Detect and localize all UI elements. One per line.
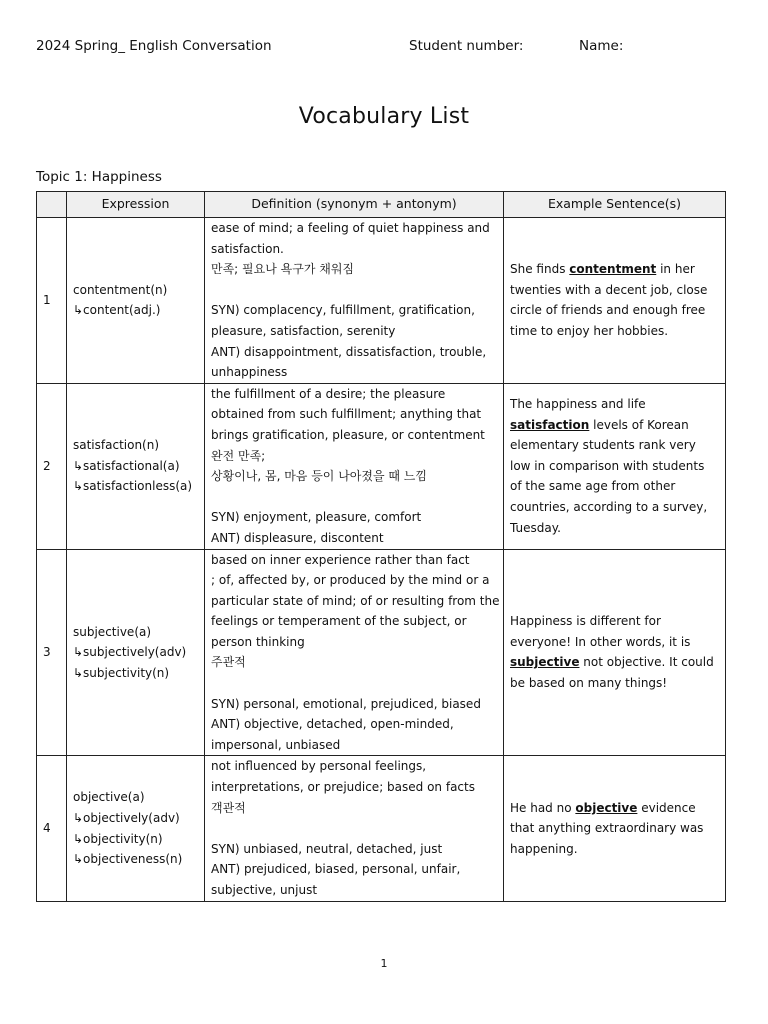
definition-line: the fulfillment of a desire; the pleasure (211, 386, 446, 401)
expression-word: satisfaction(n) (73, 438, 160, 453)
definition-line: pleasure, satisfaction, serenity (211, 323, 396, 338)
definition-line: 주관적 (211, 655, 246, 670)
definition-line: ANT) displeasure, discontent (211, 530, 384, 545)
row-number: 1 (37, 218, 67, 384)
example-cell (504, 383, 726, 549)
definition-line: 객관적 (211, 800, 246, 815)
example-text-before: The happiness and life (510, 397, 646, 412)
definition-line: SYN) enjoyment, pleasure, comfort (211, 510, 422, 525)
example-cell (504, 218, 726, 384)
expression-word: ↳satisfactionless(a) (73, 479, 193, 494)
definition-spacer (211, 487, 497, 508)
expression-cell (67, 756, 205, 901)
table-body (37, 218, 726, 902)
course-title: 2024 Spring_ English Conversation (36, 38, 272, 54)
definition-line: satisfaction. (211, 241, 284, 256)
row-number: 2 (37, 383, 67, 549)
page-number: 1 (380, 957, 388, 970)
definition-line: ANT) disappointment, dissatisfaction, trouble, (211, 344, 487, 359)
definition-line: interpretations, or prejudice; based on facts (211, 780, 475, 795)
definition-line: 완전 만족; (211, 448, 266, 463)
table-row (37, 549, 726, 756)
expression-word: ↳subjectively(adv) (73, 645, 187, 660)
table-row (37, 383, 726, 549)
expression-cell (67, 383, 205, 549)
definition-cell (205, 549, 504, 756)
definition-cell (205, 756, 504, 901)
definition-line: particular state of mind; of or resulting from the (211, 593, 500, 608)
table-row (37, 218, 726, 384)
definition-line: subjective, unjust (211, 883, 318, 897)
column-header-definition: Definition (synonym + antonym) (205, 192, 504, 218)
expression-word: objective(a) (73, 790, 145, 805)
example-keyword: subjective (510, 655, 580, 670)
definition-line: based on inner experience rather than fact (211, 552, 470, 567)
column-header-number (37, 192, 67, 218)
example-text-after: levels of Korean elementary students rank very low in comparison with students of the same age from other countries, according to a survey, Tuesday. (510, 417, 708, 535)
definition-line: unhappiness (211, 365, 288, 380)
definition-line: person thinking (211, 634, 305, 649)
example-text-after: not objective. It could be based on many things! (510, 655, 714, 691)
row-number: 4 (37, 756, 67, 901)
definition-line: ANT) objective, detached, open-minded, (211, 717, 454, 732)
column-header-example: Example Sentence(s) (504, 192, 726, 218)
expression-word: ↳objectively(adv) (73, 810, 180, 825)
example-keyword: contentment (569, 262, 657, 277)
definition-spacer (211, 818, 497, 839)
definition-line: 상황이나, 몸, 마음 등이 나아졌을 때 느낌 (211, 469, 427, 484)
definition-line: SYN) unbiased, neutral, detached, just (211, 841, 443, 856)
example-keyword: satisfaction (510, 417, 590, 432)
definition-line: ANT) prejudiced, biased, personal, unfair, (211, 862, 461, 877)
page-header (36, 38, 732, 56)
expression-word: ↳subjectivity(n) (73, 665, 170, 680)
example-keyword: objective (575, 800, 638, 815)
example-cell (504, 756, 726, 901)
example-text-after: evidence that anything extraordinary was happening. (510, 800, 704, 856)
expression-cell (67, 218, 205, 384)
definition-line: brings gratification, pleasure, or contentment (211, 427, 485, 442)
definition-spacer (211, 280, 497, 301)
definition-line: feelings or temperament of the subject, or (211, 614, 467, 629)
expression-word: ↳satisfactional(a) (73, 458, 180, 473)
definition-line: SYN) complacency, fulfillment, gratification, (211, 303, 475, 318)
definition-line: 만족; 필요나 욕구가 채워짐 (211, 262, 354, 277)
example-cell (504, 549, 726, 756)
definition-line: impersonal, unbiased (211, 737, 341, 752)
example-text-before: Happiness is different for everyone! In other words, it is (510, 614, 691, 649)
column-header-expression: Expression (67, 192, 205, 218)
definition-line: SYN) personal, emotional, prejudiced, biased (211, 696, 481, 711)
expression-word: ↳content(adj.) (73, 303, 161, 318)
example-text-before: He had no (510, 800, 576, 815)
example-text-before: She finds (510, 262, 570, 277)
definition-cell (205, 383, 504, 549)
definition-line: ; of, affected by, or produced by the mind or a (211, 573, 490, 588)
expression-word: ↳objectiveness(n) (73, 852, 183, 867)
table-row (37, 756, 726, 901)
topic-heading: Topic 1: Happiness (36, 169, 162, 185)
expression-cell (67, 549, 205, 756)
name-label: Name: (579, 38, 624, 54)
table-header-row (37, 192, 726, 218)
vocabulary-table (36, 191, 726, 902)
definition-cell (205, 218, 504, 384)
student-number-label: Student number: (409, 38, 524, 54)
expression-word: ↳objectivity(n) (73, 831, 163, 846)
definition-line: ease of mind; a feeling of quiet happiness and (211, 221, 490, 235)
definition-spacer (211, 673, 497, 694)
expression-word: subjective(a) (73, 624, 152, 639)
definition-line: obtained from such fulfillment; anything that (211, 407, 482, 422)
definition-line: not influenced by personal feelings, (211, 759, 427, 774)
example-text-after: in her twenties with a decent job, close circle of friends and enough free time to enjoy her hobbies. (510, 262, 708, 338)
row-number: 3 (37, 549, 67, 756)
document-title: Vocabulary List (298, 104, 470, 129)
expression-word: contentment(n) (73, 282, 168, 297)
